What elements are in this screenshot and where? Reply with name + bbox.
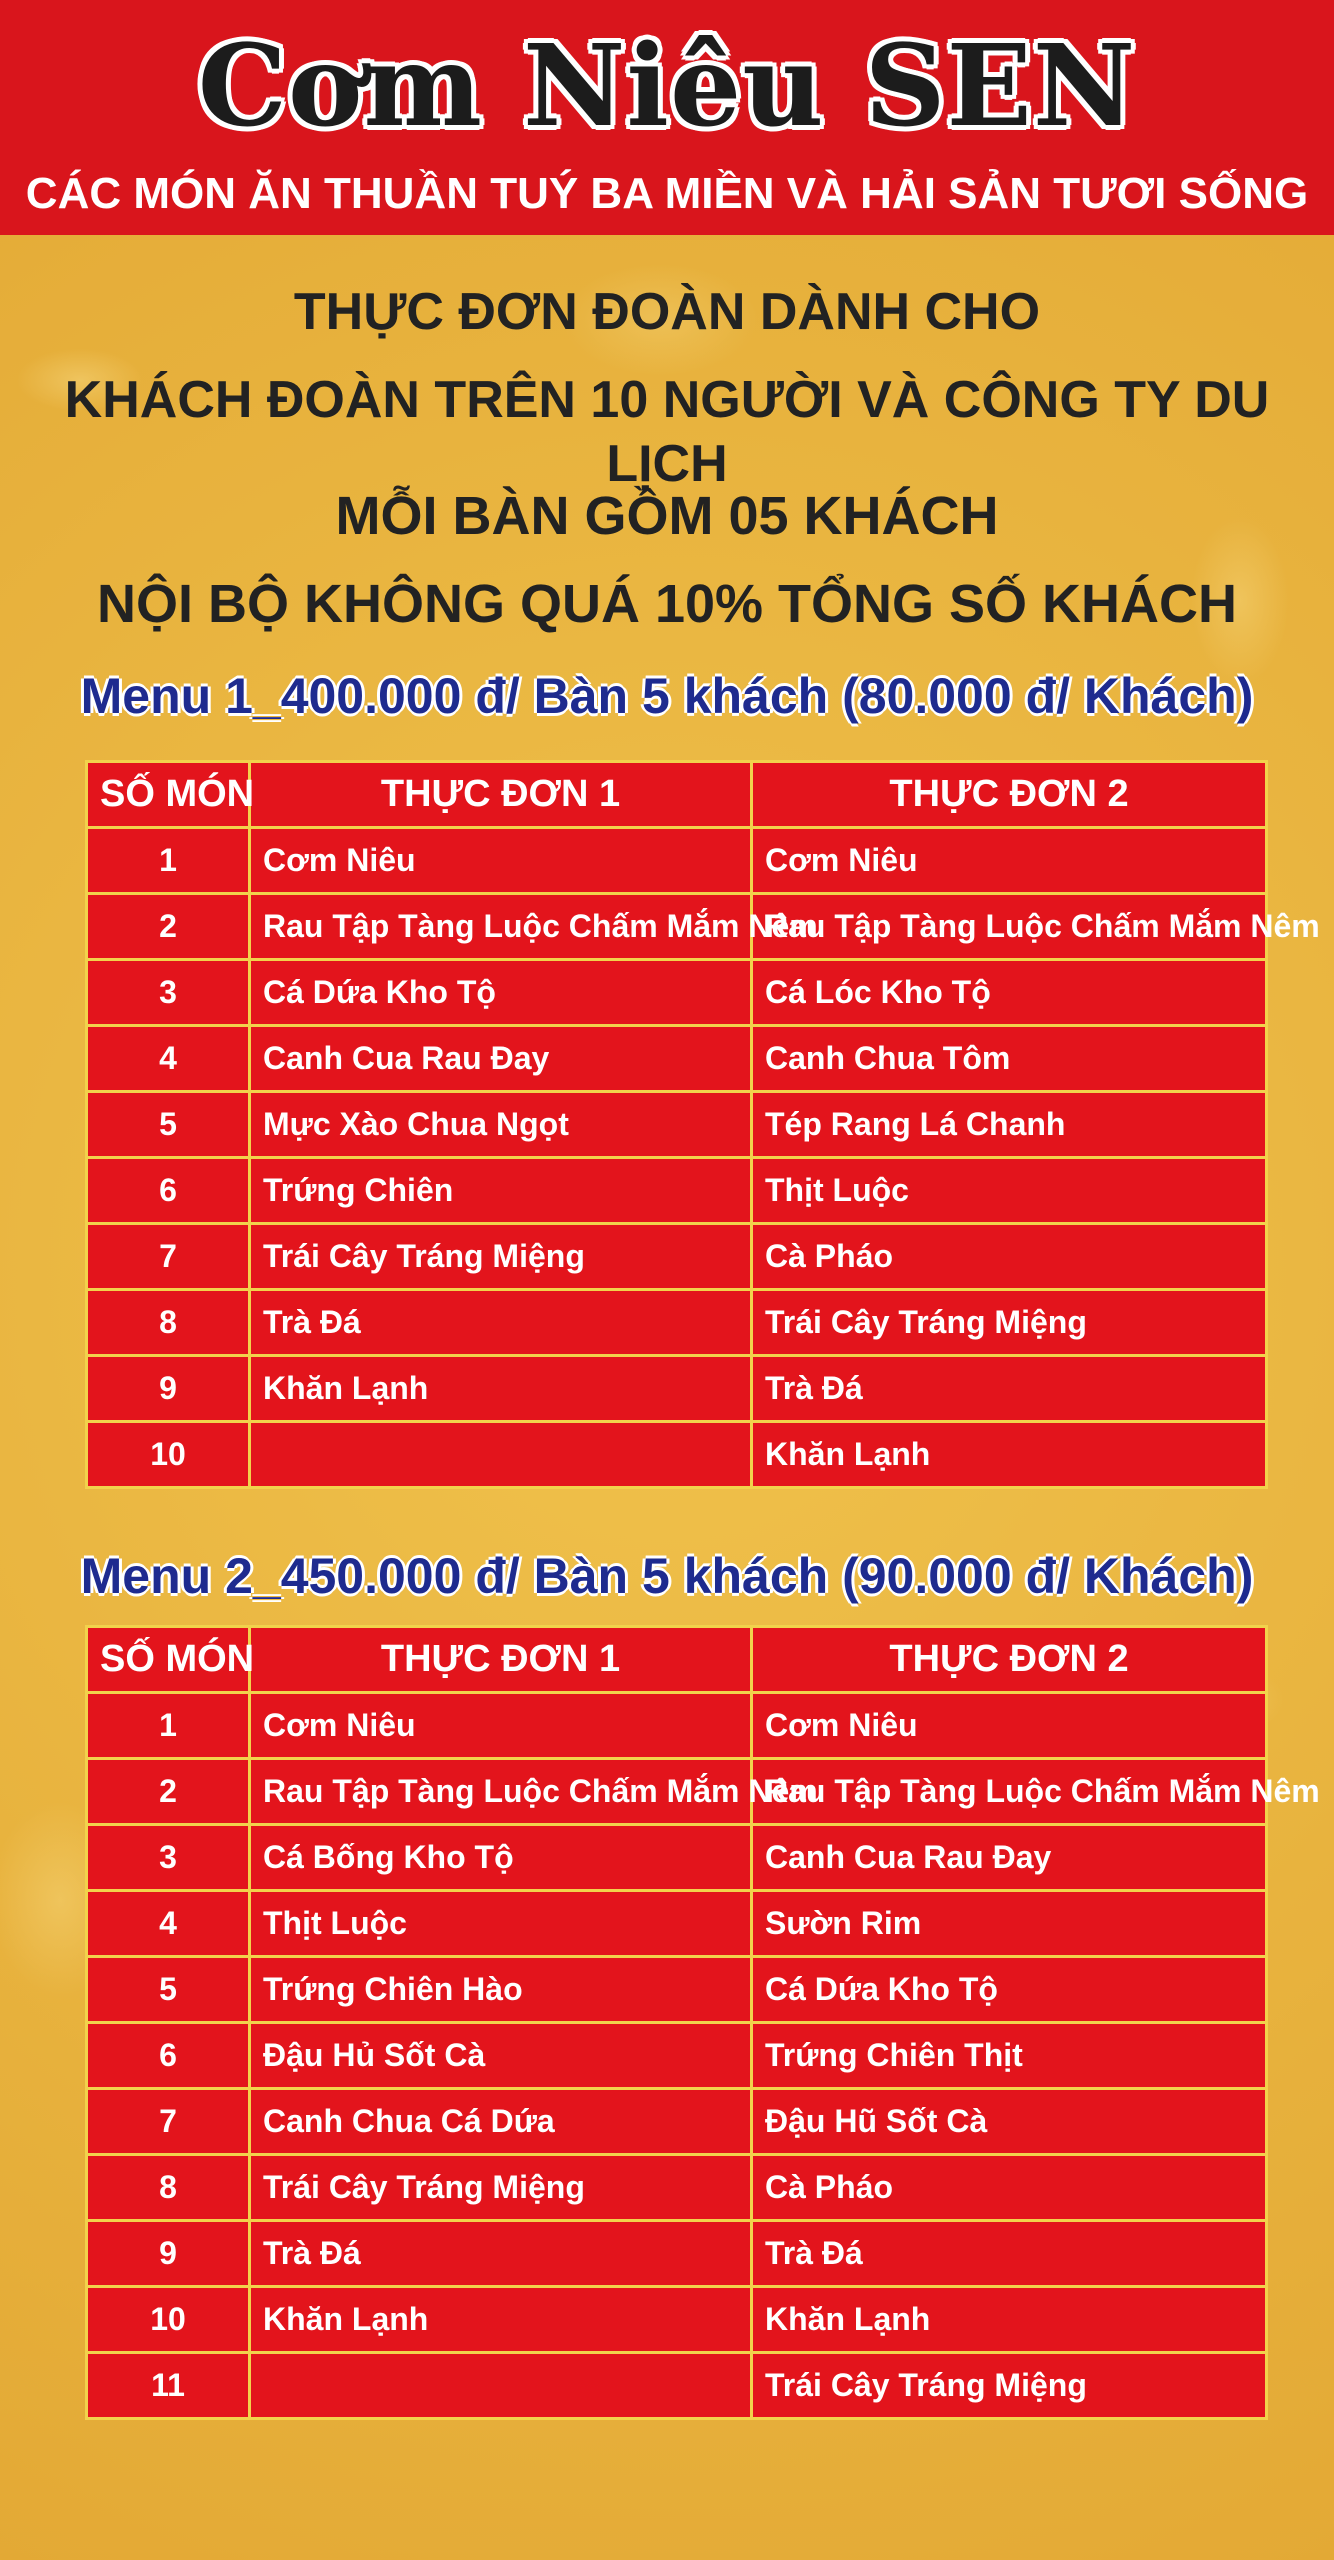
dish-menu2: Trái Cây Tráng Miệng [752,2353,1267,2419]
dish-number: 5 [87,1092,250,1158]
dish-menu1: Cơm Niêu [250,1693,752,1759]
dish-number: 5 [87,1957,250,2023]
brand-title: Cơm Niêu SEN [197,21,1137,152]
dish-number: 9 [87,1356,250,1422]
dish-menu2: Rau Tập Tàng Luộc Chấm Mắm Nêm [752,1759,1267,1825]
table-row [87,828,1267,894]
intro-line-4: NỘI BỘ KHÔNG QUÁ 10% TỔNG SỐ KHÁCH [96,574,1238,634]
table-header-row [87,762,1267,828]
header-menu1: THỰC ĐƠN 1 [250,762,752,828]
intro-line-1: THỰC ĐƠN ĐOÀN DÀNH CHO [293,283,1041,341]
dish-menu1: Trà Đá [250,2221,752,2287]
table-row [87,1158,1267,1224]
dish-menu2: Cơm Niêu [752,1693,1267,1759]
dish-number: 7 [87,2089,250,2155]
dish-menu1: Trà Đá [250,1290,752,1356]
dish-menu2: Cà Pháo [752,2155,1267,2221]
dish-menu2: Cá Dứa Kho Tộ [752,1957,1267,2023]
dish-menu2: Trà Đá [752,2221,1267,2287]
dish-menu1: Cá Bống Kho Tộ [250,1825,752,1891]
table-row [87,2353,1267,2419]
intro-line-2: KHÁCH ĐOÀN TRÊN 10 NGƯỜI VÀ CÔNG TY DU LỊCH [64,371,1270,493]
dish-number: 6 [87,1158,250,1224]
dish-number: 3 [87,1825,250,1891]
dish-menu2: Thịt Luộc [752,1158,1267,1224]
dish-menu1 [250,2353,752,2419]
dish-number: 10 [87,2287,250,2353]
dish-menu1: Trứng Chiên Hào [250,1957,752,2023]
table-row [87,1693,1267,1759]
dish-number: 3 [87,960,250,1026]
dish-menu1: Cơm Niêu [250,828,752,894]
brand-subtitle: CÁC MÓN ĂN THUẦN TUÝ BA MIỀN VÀ HẢI SẢN TƯƠI SỐNG [25,169,1309,218]
dish-menu2: Rau Tập Tàng Luộc Chấm Mắm Nêm [752,894,1267,960]
header-menu1: THỰC ĐƠN 1 [250,1627,752,1693]
menu-1-table [85,760,1320,1489]
table-row [87,1290,1267,1356]
dish-number: 6 [87,2023,250,2089]
dish-menu1: Đậu Hủ Sốt Cà [250,2023,752,2089]
dish-menu1: Trái Cây Tráng Miệng [250,1224,752,1290]
menu-1-title: Menu 1_400.000 đ/ Bàn 5 khách (80.000 đ/ Khách) [80,668,1254,724]
menu-2-table [85,1625,1320,2420]
dish-number: 2 [87,1759,250,1825]
dish-menu2: Trứng Chiên Thịt [752,2023,1267,2089]
header-menu2: THỰC ĐƠN 2 [752,762,1267,828]
table-row [87,960,1267,1026]
table-row [87,2089,1267,2155]
dish-menu1: Rau Tập Tàng Luộc Chấm Mắm Nêm [250,894,752,960]
dish-menu2: Sườn Rim [752,1891,1267,1957]
table-row [87,1759,1267,1825]
dish-menu2: Khăn Lạnh [752,1422,1267,1488]
menu-2-title: Menu 2_450.000 đ/ Bàn 5 khách (90.000 đ/ Khách) [80,1548,1254,1604]
dish-menu1: Canh Cua Rau Đay [250,1026,752,1092]
dish-menu1: Khăn Lạnh [250,1356,752,1422]
dish-menu2: Tép Rang Lá Chanh [752,1092,1267,1158]
dish-number: 11 [87,2353,250,2419]
dish-number: 7 [87,1224,250,1290]
dish-menu1: Rau Tập Tàng Luộc Chấm Mắm Nêm [250,1759,752,1825]
dish-menu2: Trái Cây Tráng Miệng [752,1290,1267,1356]
dish-number: 8 [87,1290,250,1356]
dish-menu2: Cá Lóc Kho Tộ [752,960,1267,1026]
table-row [87,1825,1267,1891]
table-row [87,894,1267,960]
table-row [87,1026,1267,1092]
dish-number: 1 [87,1693,250,1759]
dish-number: 4 [87,1891,250,1957]
table-row [87,1422,1267,1488]
table-row [87,2155,1267,2221]
table-row [87,2221,1267,2287]
dish-menu1: Cá Dứa Kho Tộ [250,960,752,1026]
table-row [87,1356,1267,1422]
header-menu2: THỰC ĐƠN 2 [752,1627,1267,1693]
dish-number: 2 [87,894,250,960]
dish-menu1: Mực Xào Chua Ngọt [250,1092,752,1158]
dish-number: 10 [87,1422,250,1488]
header-banner [0,0,1334,235]
table-row [87,1224,1267,1290]
dish-menu1: Thịt Luộc [250,1891,752,1957]
dish-number: 1 [87,828,250,894]
dish-menu1: Trái Cây Tráng Miệng [250,2155,752,2221]
dish-menu2: Canh Cua Rau Đay [752,1825,1267,1891]
dish-menu2: Trà Đá [752,1356,1267,1422]
dish-menu2: Đậu Hũ Sốt Cà [752,2089,1267,2155]
dish-menu2: Khăn Lạnh [752,2287,1267,2353]
table-row [87,2023,1267,2089]
dish-menu2: Canh Chua Tôm [752,1026,1267,1092]
dish-number: 9 [87,2221,250,2287]
dish-menu1: Canh Chua Cá Dứa [250,2089,752,2155]
table-row [87,1957,1267,2023]
table-row [87,1092,1267,1158]
dish-number: 4 [87,1026,250,1092]
intro-line-3: MỖI BÀN GỒM 05 KHÁCH [335,486,999,546]
dish-number: 8 [87,2155,250,2221]
dish-menu1: Trứng Chiên [250,1158,752,1224]
header-num: SỐ MÓN [87,762,250,828]
table-row [87,1891,1267,1957]
table-header-row [87,1627,1267,1693]
dish-menu2: Cà Pháo [752,1224,1267,1290]
dish-menu1 [250,1422,752,1488]
header-num: SỐ MÓN [87,1627,250,1693]
dish-menu2: Cơm Niêu [752,828,1267,894]
dish-menu1: Khăn Lạnh [250,2287,752,2353]
table-row [87,2287,1267,2353]
